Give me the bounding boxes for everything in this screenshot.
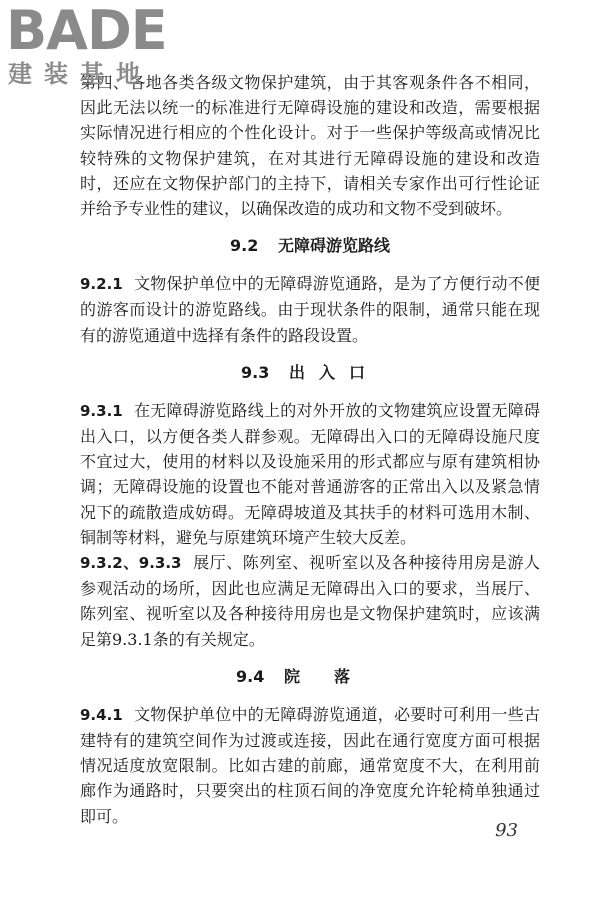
logo-subtitle: 建装基地 xyxy=(8,60,152,88)
logo-brand: BADE xyxy=(6,0,167,62)
intro-paragraph xyxy=(80,70,540,221)
clause-number: 9.4.1 xyxy=(80,705,123,724)
section-number: 9.3 xyxy=(241,362,270,382)
clause-text: 文物保护单位中的无障碍游览通道，必要时可利用一些古建特有的建筑空间作为过渡或连接，因此在通行宽度方面可根据情况适度放宽限制。比如古建的前廊，通常宽度不大，在利用前廊作为通路时，只要突出的柱顶石间的净宽度允许轮椅单独通过即可。 xyxy=(80,704,540,826)
clause-9-4-1 xyxy=(80,702,540,829)
clause-number: 9.2.1 xyxy=(80,275,123,294)
clause-text: 在无障碍游览路线上的对外开放的文物建筑应设置无障碍出入口，以方便各类人群参观。无障碍出入口的无障碍设施尺度不宜过大，使用的材料以及设施采用的形式都应与原有建筑相协调；无障碍设施的设置也不能对普通游客的正常出入以及紧急情况下的疏散造成妨碍。无障碍坡道及其扶手的材料可选用木制、铜制等材料，避免与原建筑环境产生较大反差。 xyxy=(80,400,540,547)
section-heading-9-3 xyxy=(80,362,540,384)
clause-9-3-2-9-3-3 xyxy=(80,550,540,652)
section-number: 9.2 xyxy=(230,236,259,256)
section-title: 院落 xyxy=(283,666,384,686)
page-number: 93 xyxy=(495,820,518,841)
section-heading-9-2 xyxy=(80,235,540,257)
clause-9-3-1 xyxy=(80,398,540,550)
watermark-logo xyxy=(6,0,196,88)
section-title: 出入口 xyxy=(288,362,379,382)
section-number: 9.4 xyxy=(236,666,265,686)
clause-number: 9.3.2、9.3.3 xyxy=(80,554,182,573)
page-content xyxy=(80,70,540,829)
intro-paragraph-text: 第四、各地各类各级文物保护建筑，由于其客观条件各不相同，因此无法以统一的标准进行无障碍设施的建设和改造，需要根据实际情况进行相应的个性化设计。对于一些保护等级高或情况比较特殊的文物保护建筑，在对其进行无障碍设施的建设和改造时，还应在文物保护部门的主持下，请相关专家作出可行性论证并给予专业性的建议，以确保改造的成功和文物不受到破坏。 xyxy=(80,73,540,219)
clause-number: 9.3.1 xyxy=(80,401,123,420)
clause-text: 文物保护单位中的无障碍游览通路，是为了方便行动不便的游客而设计的游览路线。由于现状条件的限制，通常只能在现有的游览通道中选择有条件的路段设置。 xyxy=(80,274,540,345)
clause-text: 展厅、陈列室、视听室以及各种接待用房是游人参观活动的场所，因此也应满足无障碍出入口的要求，当展厅、陈列室、视听室以及各种接待用房也是文物保护建筑时，应该满足第9.3.1条的有关规定。 xyxy=(80,553,540,649)
section-heading-9-4 xyxy=(80,666,540,688)
clause-9-2-1 xyxy=(80,271,540,348)
section-title: 无障碍游览路线 xyxy=(277,236,390,256)
